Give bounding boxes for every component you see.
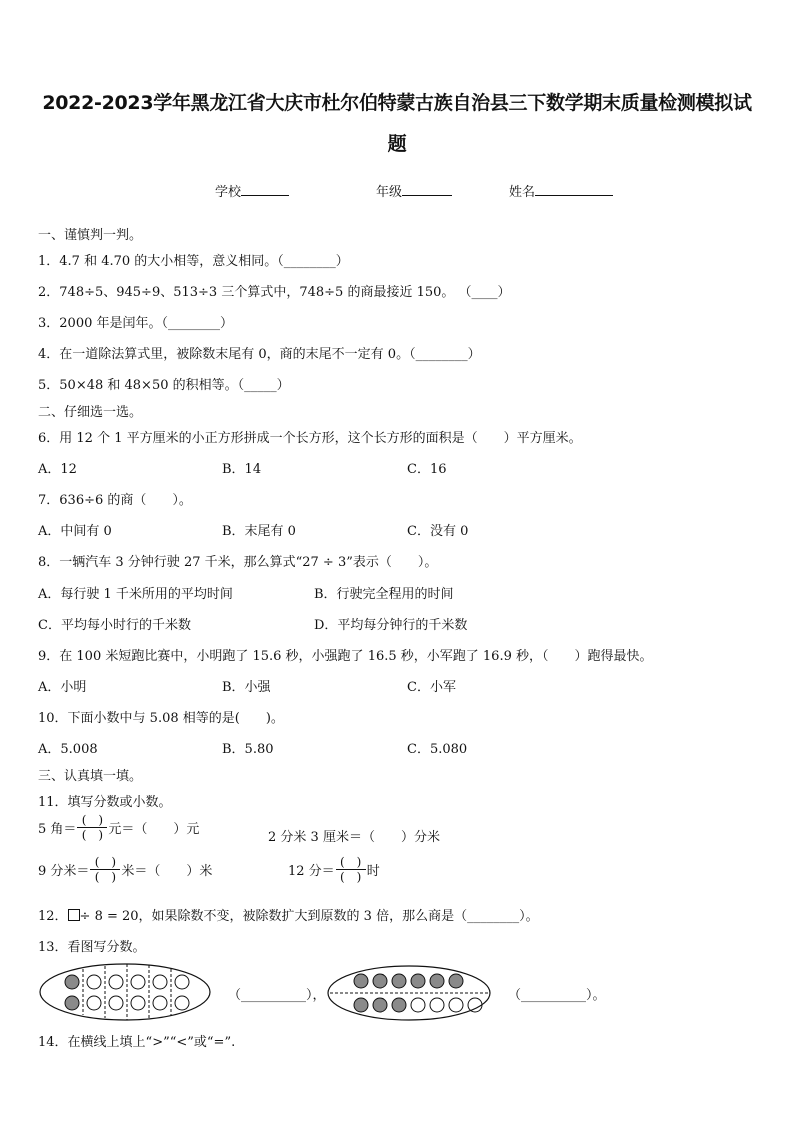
shaded-circle [392,998,406,1012]
q12-text: ÷ 8 = 20，如果除数不变，被除数扩大到原数的 3 倍，那么商是（________）。 [79,909,539,924]
q7-option-c[interactable]: C．没有 0 [407,524,469,539]
page-title: 2022-2023学年黑龙江省大庆市杜尔伯特蒙古族自治县三下数学期末质量检测模拟试 [42,92,752,114]
q11-item-c [38,855,212,884]
empty-circle [87,996,101,1010]
school-blank[interactable] [241,183,289,196]
q8-option-b[interactable]: B．行驶完全程用的时间 [314,587,454,602]
q10-option-a[interactable]: A．5.008 [38,742,98,757]
q6-option-b[interactable]: B．14 [222,462,262,477]
question-10: 10．下面小数中与 5.08 相等的是( )。 [38,711,284,726]
question-4: 4．在一道除法算式里，被除数末尾有 0，商的末尾不一定有 0。（________） [38,347,481,362]
question-2: 2．748÷5、945÷9、513÷3 三个算式中，748÷5 的商最接近 150。 （____） [38,285,511,300]
q11-item-d [288,855,380,884]
section-heading-3: 三、认真填一填。 [38,769,143,784]
name-blank[interactable] [535,183,613,196]
q11-item-b [268,826,440,845]
q8-option-a[interactable]: A．每行驶 1 千米所用的平均时间 [38,587,233,602]
q12-number: 12． [38,909,68,924]
empty-circle [449,998,463,1012]
question-13: 13．看图写分数。 [38,940,146,955]
question-1: 1．4.7 和 4.70 的大小相等，意义相同。（________） [38,254,349,269]
shaded-circle [354,998,368,1012]
empty-circle [131,996,145,1010]
q11-b-text: 2 分米 3 厘米＝（ ）分米 [268,830,440,845]
q11-item-a [38,813,199,842]
section-heading-1: 一、谨慎判一判。 [38,228,143,243]
shaded-circle [411,974,425,988]
shaded-circle [373,998,387,1012]
school-label: 学校 [215,185,242,200]
shaded-circle [354,974,368,988]
school-field [215,181,289,200]
empty-circle [153,996,167,1010]
section-heading-2: 二、仔细选一选。 [38,405,143,420]
shaded-circle [373,974,387,988]
q13-figure-2 [326,964,492,1022]
shaded-circle [65,975,79,989]
empty-circle [411,998,425,1012]
ellipse-outline [40,964,210,1020]
grade-label: 年级 [376,185,403,200]
q11-a-right: 元＝（ ）元 [108,822,200,837]
q6-option-c[interactable]: C．16 [407,462,447,477]
q11-d-right: 时 [366,864,380,879]
q11-a-left: 5 角＝ [38,822,77,837]
question-3: 3．2000 年是闰年。（________） [38,316,233,331]
question-6: 6．用 12 个 1 平方厘米的小正方形拼成一个长方形，这个长方形的面积是（ ）平方厘米。 [38,431,582,446]
page-title-continuation: 题 [387,133,407,155]
q6-option-a[interactable]: A．12 [38,462,77,477]
shaded-circle [392,974,406,988]
empty-circle [153,975,167,989]
q8-option-d[interactable]: D．平均每分钟行的千米数 [314,618,468,633]
grade-blank[interactable] [402,183,452,196]
empty-circle [87,975,101,989]
empty-circle [109,996,123,1010]
question-11: 11．填写分数或小数。 [38,795,172,810]
question-5: 5．50×48 和 48×50 的积相等。（_____） [38,378,290,393]
shaded-circle [449,974,463,988]
empty-circle [175,975,189,989]
q11-c-left: 9 分米＝ [38,864,90,879]
q10-option-b[interactable]: B．5.80 [222,742,274,757]
empty-circle [430,998,444,1012]
empty-circle [131,975,145,989]
fraction-blank[interactable]: $\frac{( )}{( )}$ [336,855,366,884]
empty-circle [175,996,189,1010]
shaded-circle [65,996,79,1010]
q13-figure-1 [38,962,212,1022]
name-field [509,181,613,200]
empty-circle [109,975,123,989]
q9-option-b[interactable]: B．小强 [222,680,271,695]
question-9: 9．在 100 米短跑比赛中，小明跑了 15.6 秒，小强跑了 16.5 秒，小军跑了 16.9 秒，（ ）跑得最快。 [38,649,653,664]
square-blank-icon [68,909,80,921]
q13-answer-1[interactable]: （__________）， [228,988,326,1003]
fraction-blank[interactable]: $\frac{( )}{( )}$ [77,813,107,842]
shaded-circle [430,974,444,988]
q7-option-b[interactable]: B．末尾有 0 [222,524,296,539]
q11-d-left: 12 分＝ [288,864,335,879]
q7-option-a[interactable]: A．中间有 0 [38,524,112,539]
name-label: 姓名 [509,185,536,200]
q8-option-c[interactable]: C．平均每小时行的千米数 [38,618,191,633]
q13-answer-2[interactable]: （__________）。 [508,988,606,1003]
question-14: 14．在横线上填上“>”“<”或“=”. [38,1035,236,1050]
q9-option-a[interactable]: A．小明 [38,680,87,695]
question-7: 7．636÷6 的商（ ）。 [38,493,192,508]
q11-c-right: 米＝（ ）米 [121,864,213,879]
empty-circle [468,998,482,1012]
q9-option-c[interactable]: C．小军 [407,680,456,695]
q10-option-c[interactable]: C．5.080 [407,742,468,757]
question-8: 8．一辆汽车 3 分钟行驶 27 千米，那么算式“27 ÷ 3”表示（ ）。 [38,555,438,570]
question-12 [38,905,539,924]
grade-field [376,181,452,200]
fraction-blank[interactable]: $\frac{( )}{( )}$ [90,855,120,884]
